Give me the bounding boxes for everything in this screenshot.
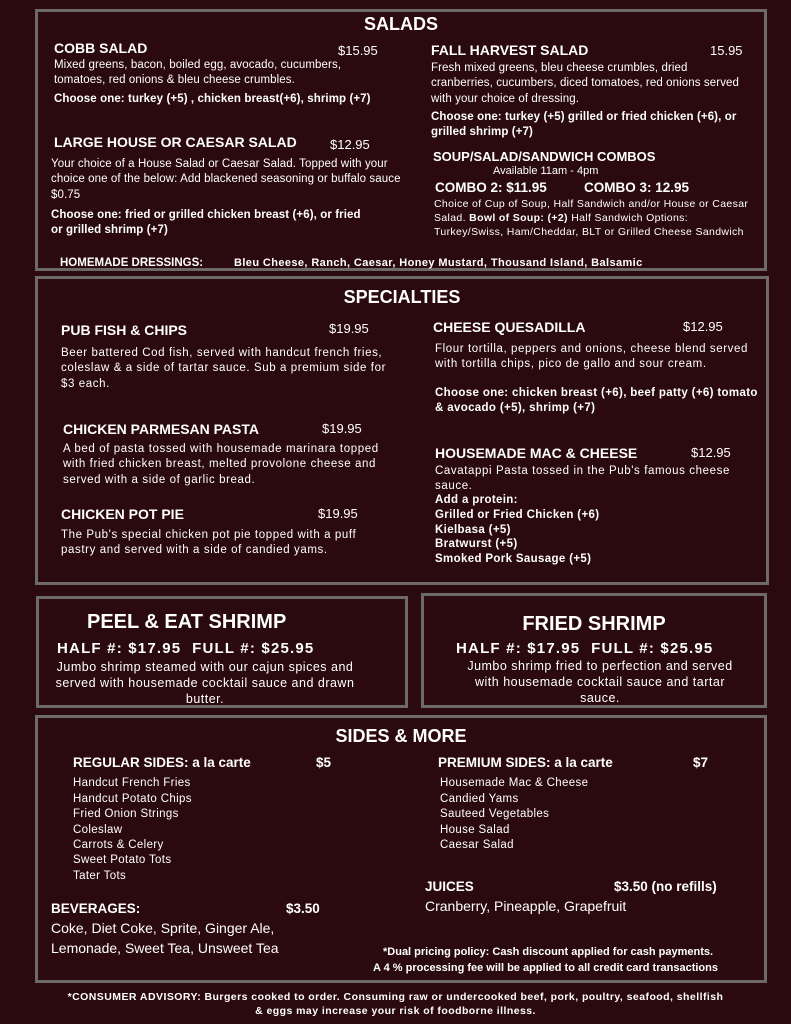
beverages-price: $3.50	[286, 901, 320, 916]
juices-price: $3.50 (no refills)	[614, 879, 717, 894]
peel-shrimp-section	[36, 596, 408, 708]
premium-item-3: House Salad	[440, 824, 510, 836]
combos-desc-1: Choice of Cup of Soup, Half Sandwich and/or House or Caesar Salad.	[434, 198, 749, 224]
juices-label: JUICES	[425, 879, 474, 894]
combos-bowl: Bowl of Soup: (+2)	[469, 212, 568, 224]
dressings-label: HOMEMADE DRESSINGS:	[60, 257, 204, 269]
fried-shrimp-prices: HALF #: $17.95 FULL #: $25.95	[456, 640, 714, 657]
mac-protein-0: Grilled or Fried Chicken (+6)	[435, 509, 600, 521]
regular-item-3: Coleslaw	[73, 824, 123, 836]
combo3: COMBO 3: 12.95	[584, 180, 690, 195]
potpie-name: CHICKEN POT PIE	[61, 506, 184, 522]
mac-protein-1: Kielbasa (+5)	[435, 524, 511, 536]
regular-price: $5	[316, 755, 332, 770]
policy-line-2: A 4 % processing fee will be applied to all credit card transactions	[373, 962, 718, 974]
peel-shrimp-prices: HALF #: $17.95 FULL #: $25.95	[57, 640, 315, 657]
policy-line-1: *Dual pricing policy: Cash discount applied for cash payments.	[383, 946, 714, 958]
combos-title: SOUP/SALAD/SANDWICH COMBOS	[433, 149, 656, 164]
combo2: COMBO 2: $11.95	[435, 180, 547, 195]
premium-item-4: Caesar Salad	[440, 839, 514, 851]
sides-title: SIDES & MORE	[335, 726, 467, 746]
dressings-list: Bleu Cheese, Ranch, Caesar, Honey Mustard, Thousand Island, Balsamic	[234, 257, 643, 269]
premium-label: PREMIUM SIDES: a la carte	[438, 755, 613, 770]
sides-section	[35, 715, 767, 983]
consumer-advisory-2: & eggs may increase your risk of foodborne illness.	[255, 1005, 536, 1017]
house-choose: Choose one: fried or grilled chicken breast (+6), or fried or grilled shrimp (+7)	[51, 209, 361, 237]
combos-hours: Available 11am - 4pm	[493, 165, 599, 177]
quesadilla-desc: Flour tortilla, peppers and onions, cheese blend served with tortilla chips, pico de gallo and sour cream.	[435, 343, 749, 371]
regular-item-6: Tater Tots	[73, 870, 127, 882]
regular-label: REGULAR SIDES: a la carte	[73, 755, 251, 770]
premium-price: $7	[693, 755, 709, 770]
house-price: $12.95	[330, 137, 370, 152]
parm-desc: A bed of pasta tossed with housemade marinara topped with fried chicken breast, melted provolone cheese and served with a side of garlic bread.	[63, 443, 379, 486]
specialties-section	[35, 276, 769, 585]
harvest-name: FALL HARVEST SALAD	[431, 42, 589, 58]
parm-price: $19.95	[322, 421, 362, 436]
beverages-line-1: Coke, Diet Coke, Sprite, Ginger Ale,	[51, 920, 275, 936]
salads-section	[35, 9, 767, 271]
beverages-label: BEVERAGES:	[51, 901, 141, 916]
salads-title: SALADS	[363, 14, 438, 34]
quesadilla-choose: Choose one: chicken breast (+6), beef patty (+6) tomato & avocado (+5), shrimp (+7)	[435, 387, 758, 415]
fish-name: PUB FISH & CHIPS	[61, 322, 188, 338]
fried-shrimp-section	[421, 593, 767, 708]
potpie-desc: The Pub's special chicken pot pie topped with a puff pastry and served with a side of candied yams.	[61, 529, 357, 557]
mac-price: $12.95	[691, 445, 731, 460]
combos-desc-2: Half Sandwich Options: Turkey/Swiss, Ham/Cheddar, BLT or Grilled Cheese Sandwich	[434, 212, 744, 238]
fried-shrimp-title: FRIED SHRIMP	[522, 613, 666, 635]
premium-item-0: Housemade Mac & Cheese	[440, 777, 589, 789]
mac-protein-2: Bratwurst (+5)	[435, 538, 518, 550]
harvest-desc: Fresh mixed greens, bleu cheese crumbles, dried cranberries, cucumbers, diced tomatoes, red onions served with your choice of dressing.	[431, 62, 740, 105]
potpie-price: $19.95	[318, 506, 358, 521]
combos-desc	[434, 197, 756, 239]
fish-price: $19.95	[329, 321, 369, 336]
regular-item-1: Handcut Potato Chips	[73, 793, 192, 805]
mac-desc: Cavatappi Pasta tossed in the Pub's famous cheese sauce.	[435, 465, 730, 493]
peel-shrimp-title: PEEL & EAT SHRIMP	[87, 611, 287, 633]
quesadilla-price: $12.95	[683, 319, 723, 334]
cobb-name: COBB SALAD	[54, 40, 148, 56]
parm-name: CHICKEN PARMESAN PASTA	[63, 421, 260, 437]
fried-shrimp-desc: Jumbo shrimp fried to perfection and served with housemade cocktail sauce and tartar sauce.	[467, 659, 733, 705]
mac-name: HOUSEMADE MAC & CHEESE	[435, 445, 638, 461]
regular-item-0: Handcut French Fries	[73, 777, 191, 789]
consumer-advisory-1: *CONSUMER ADVISORY: Burgers cooked to order. Consuming raw or undercooked beef, pork, poultry, seafood, shellfish	[67, 991, 724, 1003]
cobb-choose: Choose one: turkey (+5) , chicken breast(+6), shrimp (+7)	[54, 93, 371, 105]
harvest-price: 15.95	[710, 43, 743, 58]
quesadilla-name: CHEESE QUESADILLA	[433, 319, 586, 335]
juices-list: Cranberry, Pineapple, Grapefruit	[425, 898, 627, 914]
regular-item-2: Fried Onion Strings	[73, 808, 179, 820]
beverages-line-2: Lemonade, Sweet Tea, Unsweet Tea	[51, 940, 279, 956]
regular-item-4: Carrots & Celery	[73, 839, 164, 851]
regular-item-5: Sweet Potato Tots	[73, 854, 172, 866]
cobb-desc: Mixed greens, bacon, boiled egg, avocado, cucumbers, tomatoes, red onions & bleu cheese crumbles.	[54, 59, 342, 87]
premium-item-1: Candied Yams	[440, 793, 519, 805]
premium-item-2: Sauteed Vegetables	[440, 808, 550, 820]
mac-protein-3: Smoked Pork Sausage (+5)	[435, 553, 592, 565]
cobb-price: $15.95	[338, 43, 378, 58]
fish-desc: Beer battered Cod fish, served with handcut french fries, coleslaw & a side of tartar sauce. Sub a premium side for $3 each.	[61, 347, 387, 390]
mac-protein-label: Add a protein:	[435, 494, 518, 506]
specialties-title: SPECIALTIES	[343, 287, 461, 307]
peel-shrimp-desc: Jumbo shrimp steamed with our cajun spices and served with housemade cocktail sauce and drawn butter.	[55, 660, 355, 706]
harvest-choose: Choose one: turkey (+5) grilled or fried chicken (+6), or grilled shrimp (+7)	[431, 111, 737, 139]
house-name: LARGE HOUSE OR CAESAR SALAD	[54, 134, 297, 150]
house-desc: Your choice of a House Salad or Caesar Salad. Topped with your choice one of the below: Add blackened seasoning or buffalo sauce $0.75	[51, 158, 401, 201]
